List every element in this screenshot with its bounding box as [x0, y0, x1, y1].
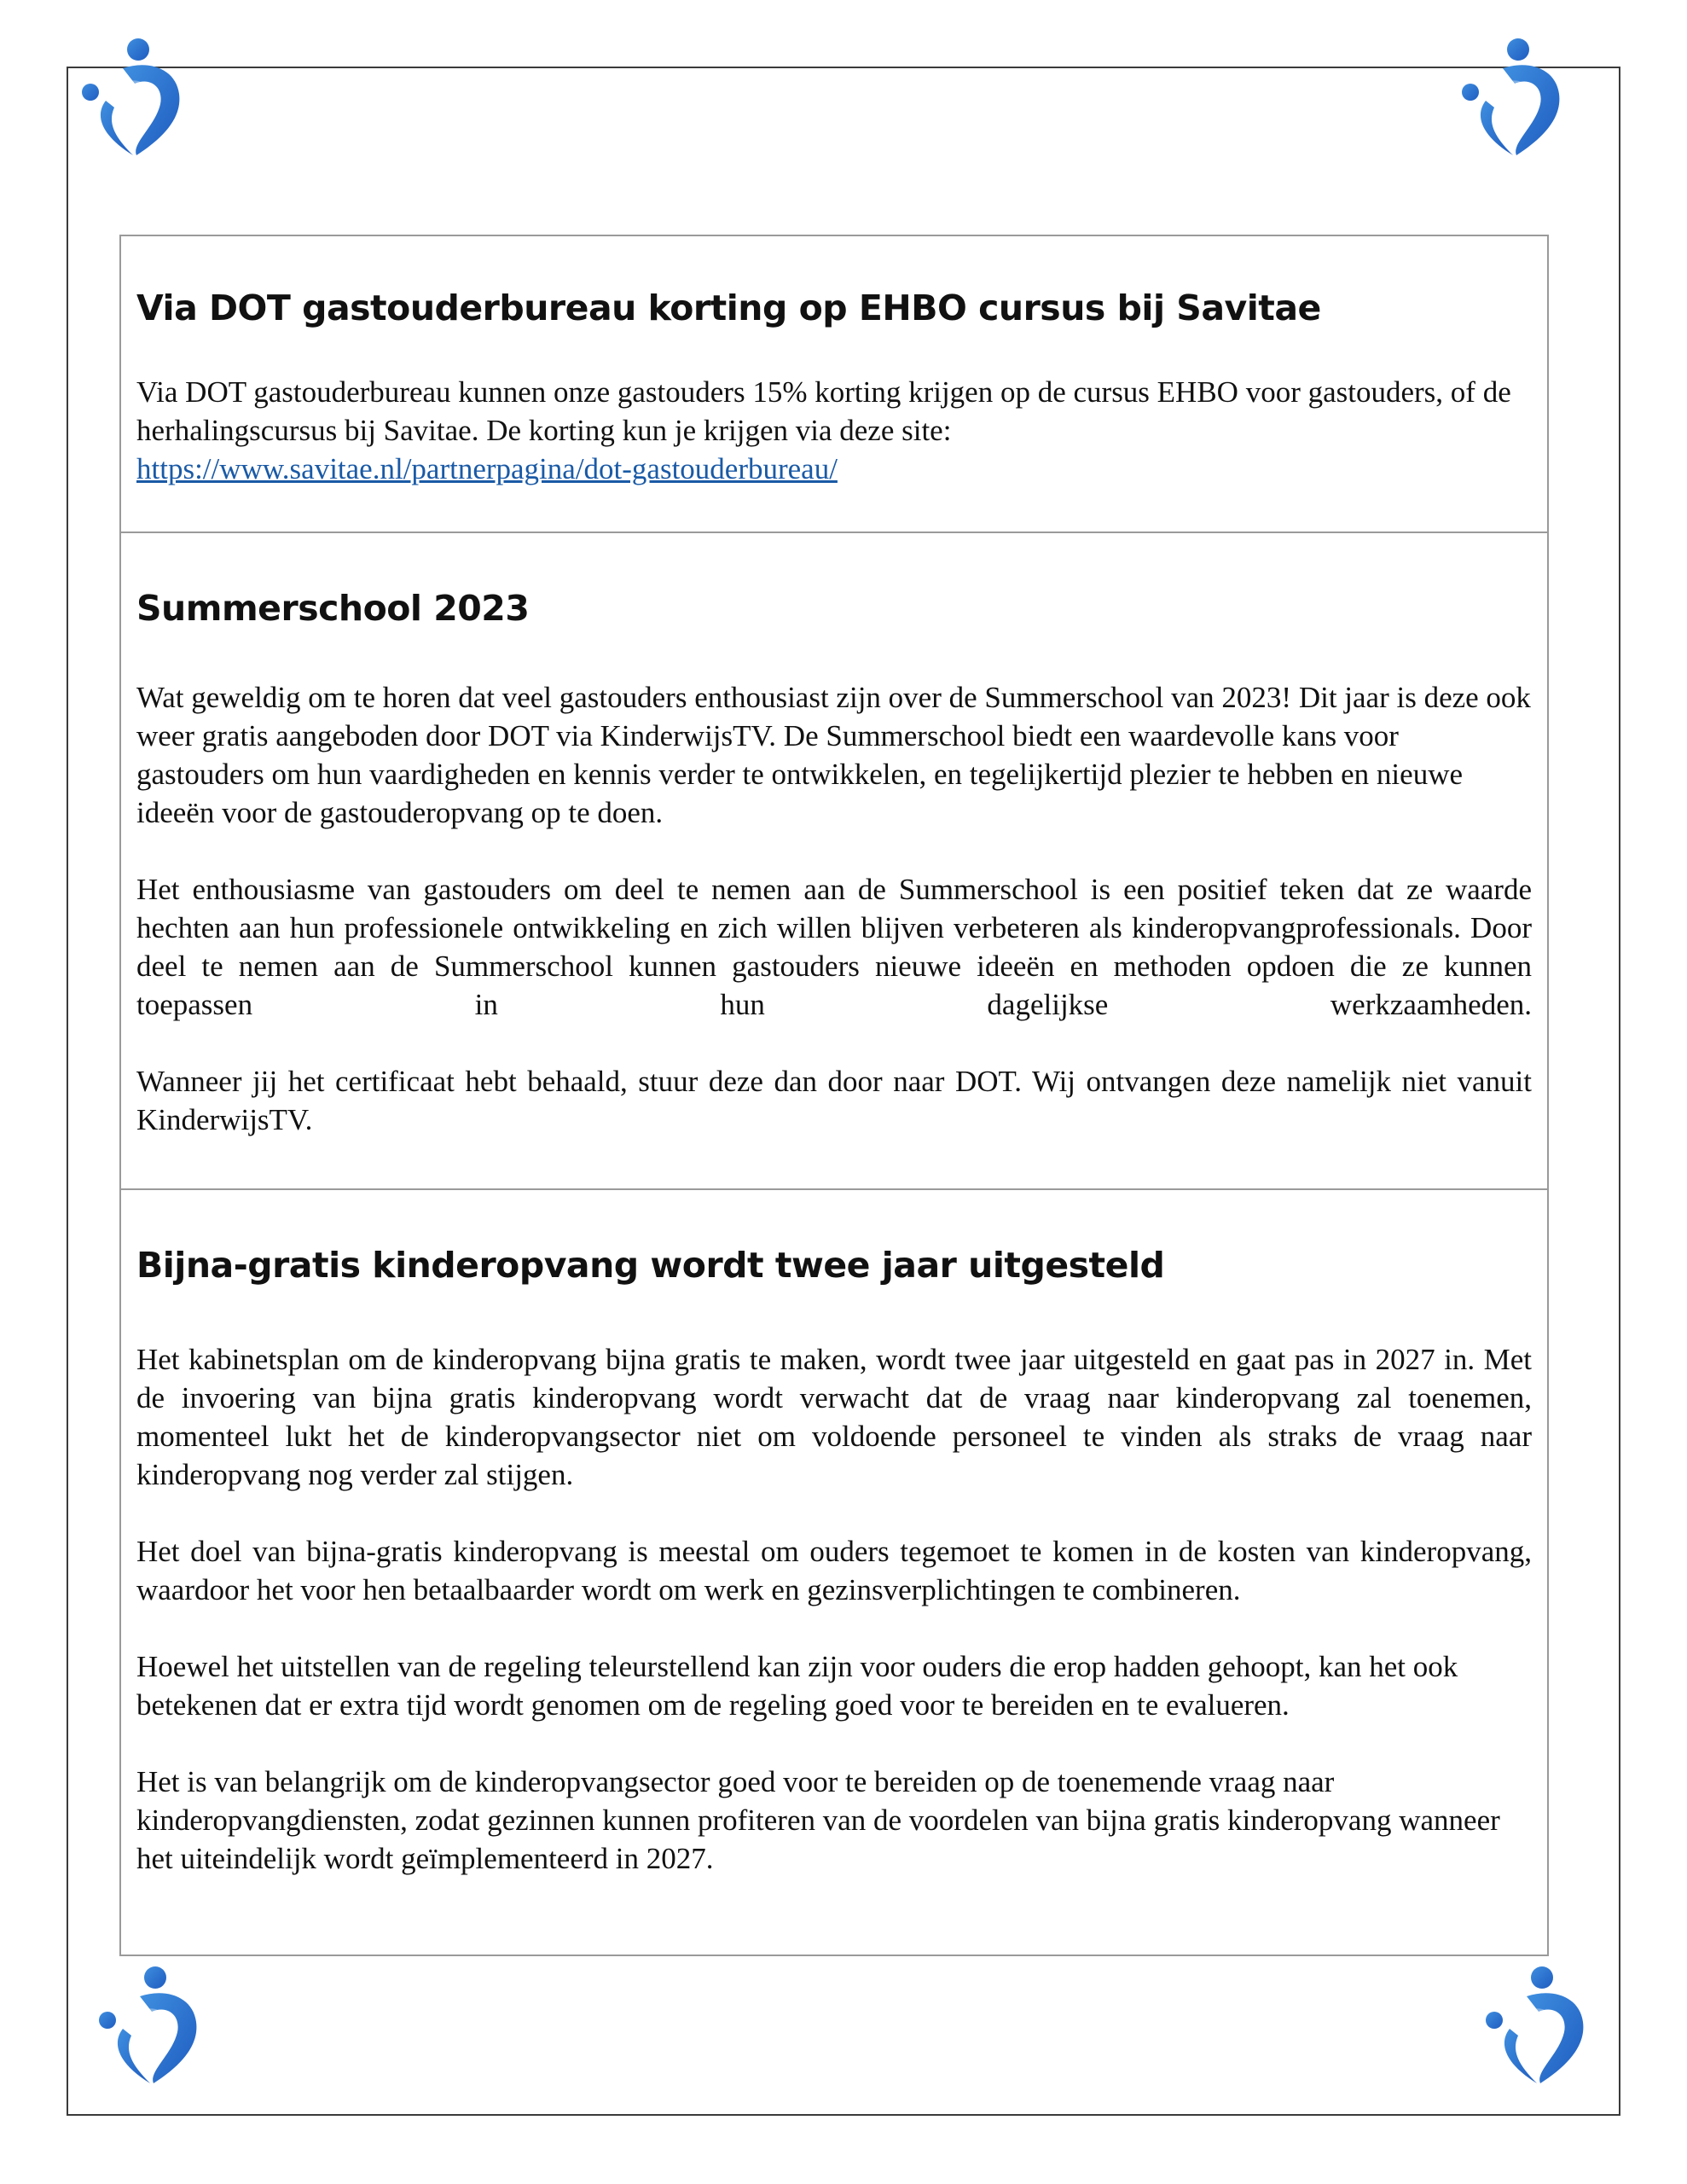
paragraph: Wanneer jij het certificaat hebt behaald, stuur deze dan door naar DOT. Wij ontvangen deze namelijk niet vanuit KinderwijsTV.	[136, 1065, 1532, 1136]
paragraph: Het is van belangrijk om de kinderopvangsector goed voor te bereiden op de toenemende vraag naar kinderopvangdiensten, zodat gezinnen kunnen profiteren van de voordelen van bijna gratis kinderopvang wanneer het uiteindelijk wordt geïmplementeerd in 2027.	[136, 1765, 1500, 1875]
paragraph: Wat geweldig om te horen dat veel gastouders enthousiast zijn over de Summerschool van 2023! Dit jaar is deze ook weer gratis aangeboden door DOT via KinderwijsTV. De Summerschool biedt een waardevolle kans voor gastouders om hun vaardigheden en kennis verder te ontwikkelen, en tegelijkertijd plezier te hebben en nieuwe ideeën voor de gastouderopvang op te doen.	[136, 681, 1531, 829]
section-summerschool	[121, 531, 1547, 1188]
paragraph: Hoewel het uitstellen van de regeling teleurstellend kan zijn voor ouders die erop hadden gehoopt, kan het ook betekenen dat er extra tijd wordt genomen om de regeling goed voor te bereiden en te evalueren.	[136, 1650, 1458, 1722]
heart-logo-icon	[1452, 34, 1571, 162]
section-title: Summerschool 2023	[136, 588, 530, 629]
section-title: Bijna-gratis kinderopvang wordt twee jaar uitgesteld	[136, 1245, 1165, 1286]
savitae-link[interactable]: https://www.savitae.nl/partnerpagina/dot-gastouderbureau/	[136, 452, 838, 485]
heart-logo-icon	[89, 1962, 208, 2090]
paragraph: Het doel van bijna-gratis kinderopvang is meestal om ouders tegemoet te komen in de kosten van kinderopvang, waardoor het voor hen betaalbaarder wordt om werk en gezinsverplichtingen te combineren.	[136, 1535, 1532, 1606]
section-ehbo-korting	[121, 236, 1547, 531]
section-title: Via DOT gastouderbureau korting op EHBO cursus bij Savitae	[136, 288, 1321, 328]
paragraph: Via DOT gastouderbureau kunnen onze gastouders 15% korting krijgen op de cursus EHBO voor gastouders, of de herhalingscursus bij Savitae. De korting kun je krijgen via deze site:	[136, 375, 1511, 447]
heart-logo-icon	[1475, 1962, 1595, 2090]
section-body	[136, 373, 1532, 488]
paragraph: Het enthousiasme van gastouders om deel te nemen aan de Summerschool is een positief teken dat ze waarde hechten aan hun professionele ontwikkeling en zich willen blijven verbeteren als kinderopvangprofessionals. Door deel te nemen aan de Summerschool kunnen gastouders nieuwe ideeën en methoden opdoen die ze kunnen toepassen in hun dagelijkse werkzaamheden.	[136, 873, 1532, 1021]
section-kinderopvang	[121, 1188, 1547, 1956]
section-body	[136, 678, 1532, 1177]
newsletter-content	[119, 235, 1549, 1956]
paragraph: Het kabinetsplan om de kinderopvang bijna gratis te maken, wordt twee jaar uitgesteld en gaat pas in 2027 in. Met de invoering van bijna gratis kinderopvang wordt verwacht dat de vraag naar kinderopvang zal toenemen, momenteel lukt het de kinderopvangsector niet om voldoende personeel te vinden als straks de vraag naar kinderopvang nog verder zal stijgen.	[136, 1343, 1532, 1491]
heart-logo-icon	[72, 34, 191, 162]
section-body	[136, 1340, 1532, 1916]
